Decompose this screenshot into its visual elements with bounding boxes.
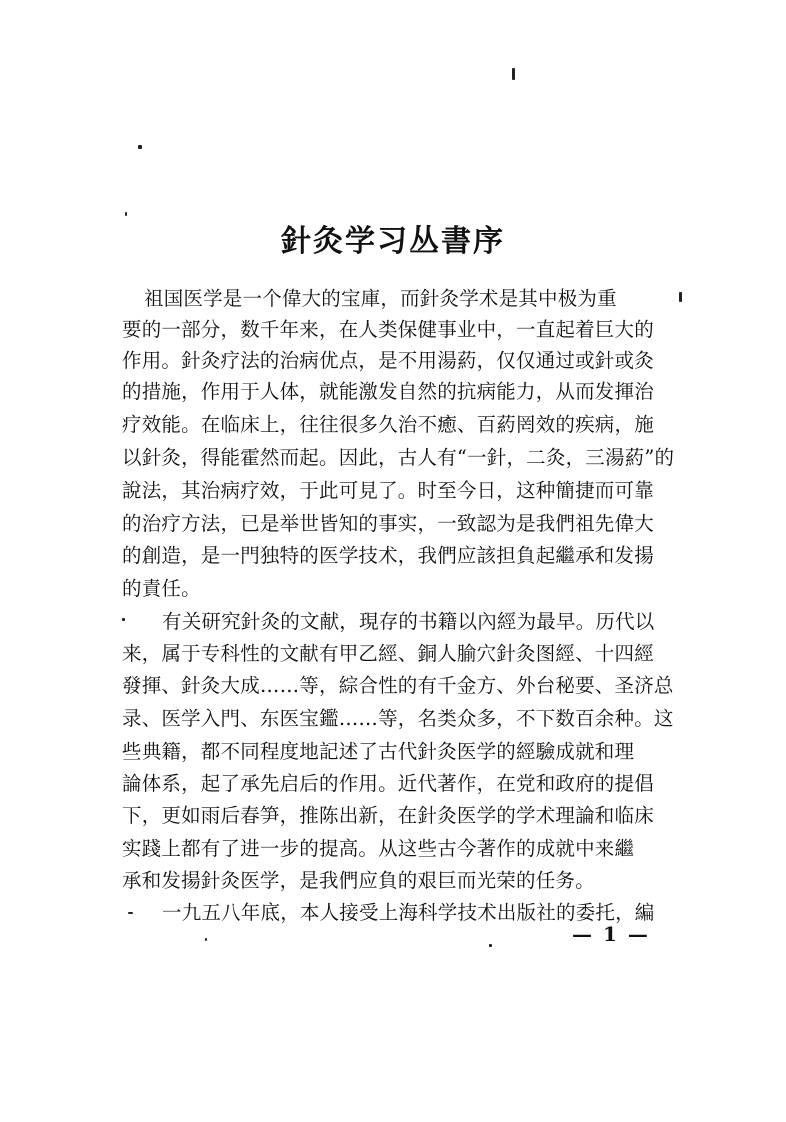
text-line: 的措施，作用于人体，就能激发自然的抗病能力，从而发揮治: [122, 380, 654, 403]
text-line: 一九五八年底，本人接受上海科学技术出版社的委托，編: [162, 901, 655, 924]
scan-speck: [205, 938, 207, 941]
text-line: 承和发揚針灸医学，是我們应負的艰巨而光荣的任务。: [122, 869, 595, 892]
scan-speck: [138, 145, 142, 149]
text-line: 說法，其治病疗效，于此可見了。时至今日，这种簡捷而可靠: [122, 479, 654, 502]
scan-speck: [489, 944, 492, 947]
text-line: 疗效能。在临床上，往往很多久治不癒、百葯罔效的疾病，施: [122, 413, 654, 436]
text-line: 些典籍，都不同程度地記述了古代針灸医学的經驗成就和理: [122, 740, 635, 763]
scan-speck: [679, 292, 682, 302]
text-line: 的治疗方法，已是举世皆知的事实，一致認为是我們祖先偉大: [122, 512, 654, 535]
text-line: 的創造，是一門独特的医学技术，我們应該担負起繼承和发揚: [122, 544, 654, 567]
scan-speck: [125, 212, 127, 216]
text-line: 有关研究針灸的文献，現存的书籍以內經为最早。历代以: [162, 610, 655, 633]
text-line: 作用。針灸疗法的治病优点，是不用湯葯，仅仅通过或針或灸: [122, 349, 654, 372]
scan-speck: [122, 618, 125, 621]
scan-speck: [512, 68, 515, 80]
text-line: 来，属于专科性的文献有甲乙經、銅人腧穴針灸图經、十四經: [122, 642, 654, 665]
text-line: 的責任。: [122, 577, 201, 600]
text-line: 論体系，起了承先启后的作用。近代著作，在党和政府的提倡: [122, 772, 654, 795]
page-title: 針灸学习丛書序: [281, 224, 505, 259]
text-line: 实踐上都有了进一步的提高。从这些古今著作的成就中来繼: [122, 837, 635, 860]
page-number: — 1 —: [572, 922, 650, 946]
scan-speck: [128, 912, 133, 914]
text-line: 要的一部分，数千年来，在人类保健事业中，一直起着巨大的: [122, 318, 654, 341]
text-line: 录、医学入門、东医宝鑑……等，名类众多，不下数百余种。这: [122, 707, 674, 730]
text-line: 以針灸，得能霍然而起。因此，古人有“一針，二灸，三湯葯”的: [122, 446, 675, 469]
text-line: 發揮、針灸大成……等，綜合性的有千金方、外台秘要、圣济总: [122, 674, 674, 697]
text-line: 祖国医学是一个偉大的宝庫，而針灸学术是其中极为重: [144, 287, 617, 310]
text-line: 下，更如雨后春笋，推陈出新，在針灸医学的学术理論和临床: [122, 804, 654, 827]
